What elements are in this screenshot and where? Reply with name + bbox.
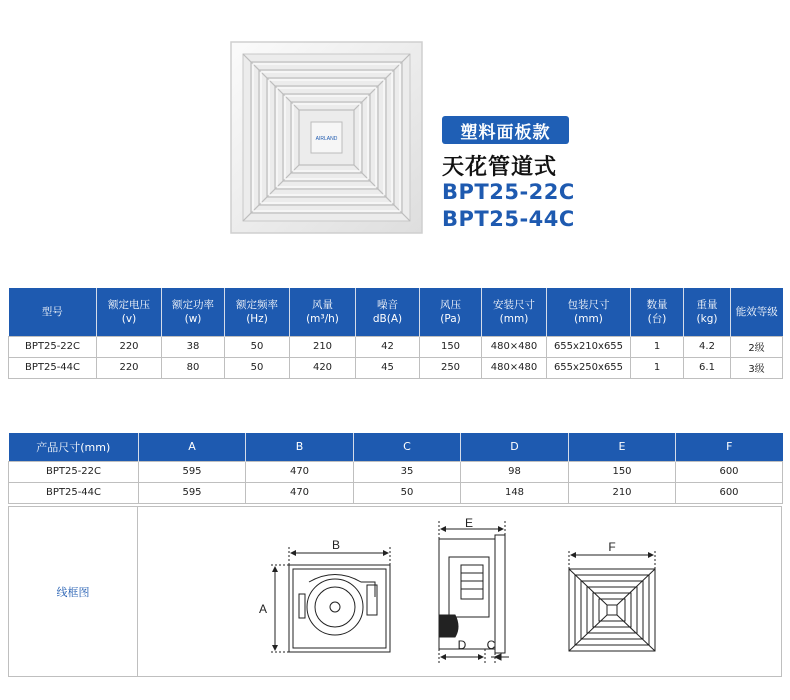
dim-header-f: F (676, 433, 783, 461)
table-cell: 600 (676, 461, 783, 482)
table-row (9, 482, 783, 503)
dim-letter-d: D (457, 638, 467, 652)
spec-header-noise: 噪音 dB(A) (356, 288, 420, 336)
dim-header-d: D (461, 433, 569, 461)
table-row (9, 357, 783, 378)
table-cell: 480×480 (482, 357, 547, 378)
panel-logo: AIRLAND (315, 136, 338, 142)
table-cell: 420 (290, 357, 356, 378)
dim-letter-c: C (486, 638, 496, 652)
dim-header-e: E (569, 433, 676, 461)
spec-header-install-size: 安装尺寸 (mm) (482, 288, 547, 336)
table-cell: 655x250x655 (547, 357, 631, 378)
spec-table (8, 288, 783, 379)
dim-letter-a: A (258, 602, 268, 616)
spec-header-energy-class: 能效等级 (731, 288, 783, 336)
spec-header-airflow: 风量 (m³/h) (290, 288, 356, 336)
front-view-drawing (269, 547, 390, 652)
spec-header-package-size: 包装尺寸 (mm) (547, 288, 631, 336)
table-cell: 50 (354, 482, 461, 503)
table-cell: 220 (97, 336, 162, 357)
dim-header-c: C (354, 433, 461, 461)
table-cell: BPT25-22C (9, 461, 139, 482)
spec-header-row (9, 288, 783, 336)
wireframe-drawings (139, 507, 782, 676)
panel-view-drawing (569, 549, 655, 651)
spec-header-frequency: 额定频率 (Hz) (225, 288, 290, 336)
dim-header-label: 产品尺寸(mm) (9, 433, 139, 461)
table-cell: 4.2 (684, 336, 731, 357)
table-cell: 480×480 (482, 336, 547, 357)
table-cell: 6.1 (684, 357, 731, 378)
table-cell: 2级 (731, 336, 783, 357)
table-cell: 1 (631, 336, 684, 357)
table-cell: 45 (356, 357, 420, 378)
table-cell: 220 (97, 357, 162, 378)
spec-header-voltage: 额定电压 (v) (97, 288, 162, 336)
table-row (9, 336, 783, 357)
table-cell: 98 (461, 461, 569, 482)
dim-letter-f: F (608, 540, 616, 554)
table-cell: 655x210x655 (547, 336, 631, 357)
product-type-title: 天花管道式 (442, 155, 558, 180)
table-cell: 470 (246, 482, 354, 503)
dim-header-b: B (246, 433, 354, 461)
table-cell: 210 (569, 482, 676, 503)
table-cell: 38 (162, 336, 225, 357)
spec-header-pressure: 风压 (Pa) (420, 288, 482, 336)
wireframe-label: 线框图 (56, 585, 90, 599)
dim-header-a: A (139, 433, 246, 461)
dim-letter-e: E (464, 516, 474, 530)
table-cell: 50 (225, 357, 290, 378)
spec-header-model: 型号 (9, 288, 97, 336)
table-cell: BPT25-44C (9, 482, 139, 503)
side-view-drawing (439, 521, 509, 665)
table-cell: 50 (225, 336, 290, 357)
table-cell: 42 (356, 336, 420, 357)
model-name-1: BPT25-22C (442, 180, 575, 204)
table-cell: BPT25-44C (9, 357, 97, 378)
wireframe-label-cell (9, 507, 138, 676)
dim-letter-b: B (331, 538, 341, 552)
spec-header-weight: 重量 (kg) (684, 288, 731, 336)
table-cell: 600 (676, 482, 783, 503)
table-cell: 80 (162, 357, 225, 378)
table-cell: 35 (354, 461, 461, 482)
table-cell: 470 (246, 461, 354, 482)
table-cell: 148 (461, 482, 569, 503)
table-cell: 595 (139, 482, 246, 503)
dimension-header-row (9, 433, 783, 461)
dimension-table (8, 433, 783, 504)
table-cell: 250 (420, 357, 482, 378)
table-cell: BPT25-22C (9, 336, 97, 357)
wireframe-section (8, 506, 782, 677)
model-name-2: BPT25-44C (442, 207, 575, 231)
table-cell: 595 (139, 461, 246, 482)
table-cell: 150 (420, 336, 482, 357)
table-cell: 3级 (731, 357, 783, 378)
table-cell: 150 (569, 461, 676, 482)
spec-header-power: 额定功率 (w) (162, 288, 225, 336)
product-image (229, 40, 424, 235)
table-cell: 210 (290, 336, 356, 357)
spec-header-quantity: 数量 (台) (631, 288, 684, 336)
table-cell: 1 (631, 357, 684, 378)
table-row (9, 461, 783, 482)
product-badge: 塑料面板款 (442, 116, 569, 144)
